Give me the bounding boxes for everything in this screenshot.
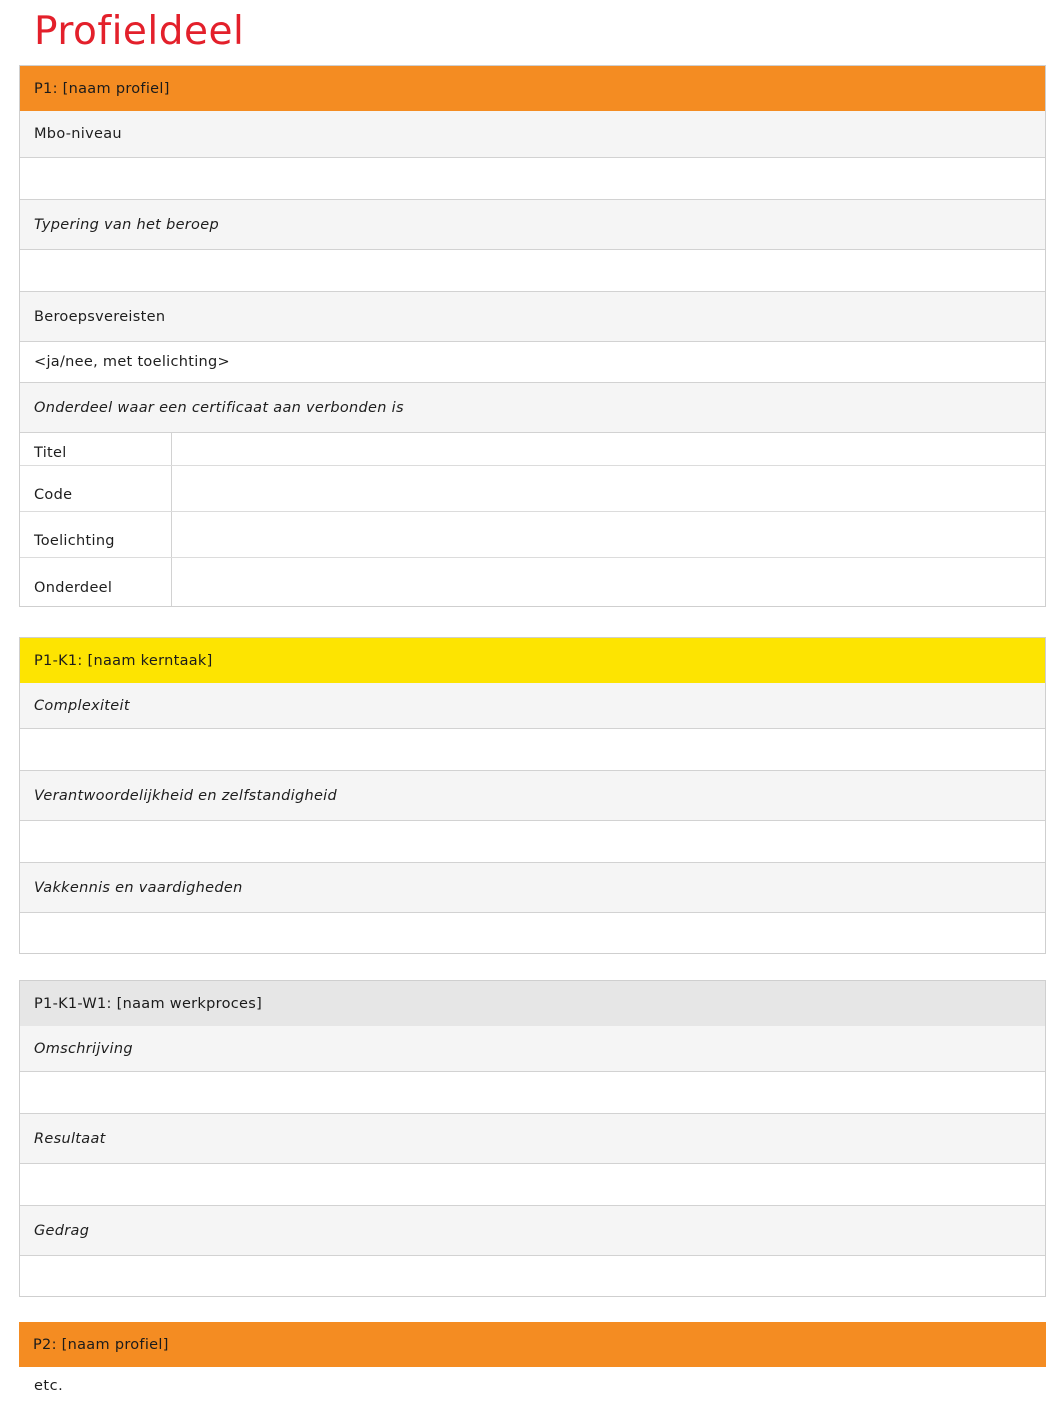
field-row-toelichting	[20, 512, 1045, 558]
verantwoordelijkheid-label: Verantwoordelijkheid en zelfstandigheid	[20, 771, 1045, 821]
etc-text: etc.	[34, 1378, 64, 1394]
mbo-niveau-field[interactable]	[20, 158, 1045, 200]
field-row-onderdeel	[20, 558, 1045, 606]
kerntaak-section	[19, 637, 1046, 954]
profile-header: P1: [naam profiel]	[20, 66, 1045, 111]
werkproces-header: P1-K1-W1: [naam werkproces]	[20, 981, 1045, 1026]
field-label-toelichting: Toelichting	[20, 512, 172, 557]
field-row-titel	[20, 433, 1045, 466]
typering-field[interactable]	[20, 250, 1045, 292]
page-title: Profieldeel	[34, 9, 245, 54]
field-value-onderdeel[interactable]	[172, 558, 1045, 606]
field-value-titel[interactable]	[172, 433, 1045, 465]
complexiteit-field[interactable]	[20, 729, 1045, 771]
profile2-header: P2: [naam profiel]	[19, 1322, 1046, 1367]
field-label-onderdeel: Onderdeel	[20, 558, 172, 606]
mbo-niveau-label: Mbo-niveau	[20, 111, 1045, 158]
resultaat-field[interactable]	[20, 1164, 1045, 1206]
vakkennis-label: Vakkennis en vaardigheden	[20, 863, 1045, 913]
profile-section-p2	[19, 1322, 1046, 1367]
werkproces-section	[19, 980, 1046, 1297]
field-row-code	[20, 466, 1045, 512]
gedrag-field[interactable]	[20, 1256, 1045, 1296]
verantwoordelijkheid-field[interactable]	[20, 821, 1045, 863]
kerntaak-header: P1-K1: [naam kerntaak]	[20, 638, 1045, 683]
beroepsvereisten-value[interactable]: <ja/nee, met toelichting>	[20, 342, 1045, 383]
profile-section-p1	[19, 65, 1046, 607]
certificaat-label: Onderdeel waar een certificaat aan verbonden is	[20, 383, 1045, 433]
gedrag-label: Gedrag	[20, 1206, 1045, 1256]
typering-label: Typering van het beroep	[20, 200, 1045, 250]
resultaat-label: Resultaat	[20, 1114, 1045, 1164]
field-value-code[interactable]	[172, 466, 1045, 511]
omschrijving-label: Omschrijving	[20, 1026, 1045, 1072]
field-label-titel: Titel	[20, 433, 172, 465]
field-label-code: Code	[20, 466, 172, 511]
vakkennis-field[interactable]	[20, 913, 1045, 953]
beroepsvereisten-label: Beroepsvereisten	[20, 292, 1045, 342]
field-value-toelichting[interactable]	[172, 512, 1045, 557]
complexiteit-label: Complexiteit	[20, 683, 1045, 729]
omschrijving-field[interactable]	[20, 1072, 1045, 1114]
